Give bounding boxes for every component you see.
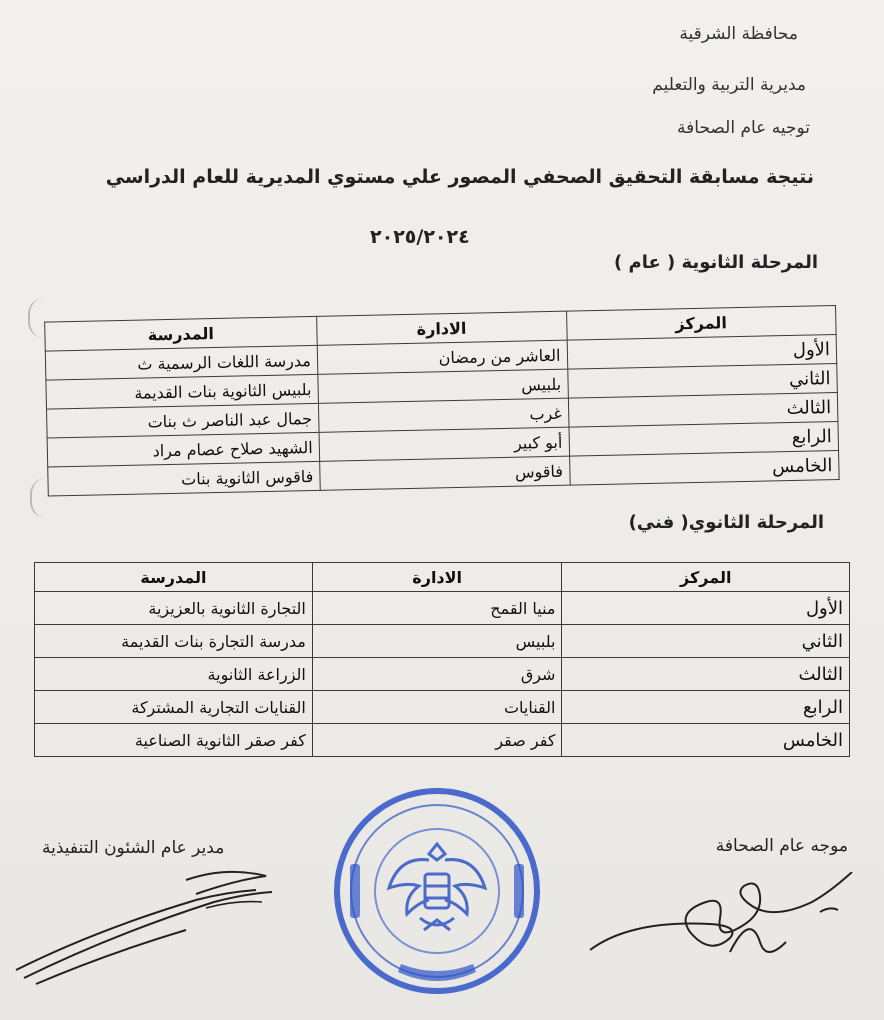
school-cell: الزراعة الثانوية [35,658,313,691]
rank-cell: الثالث [568,392,838,427]
rank-cell: الأول [562,592,850,625]
eagle-emblem-icon [389,844,485,930]
table-row [35,724,850,757]
document-title: نتيجة مسابقة التحقيق الصحفي المصور علي مستوي المديرية للعام الدراسي [105,166,814,188]
school-cell: كفر صقر الثانوية الصناعية [35,724,313,757]
administration-cell: فاقوس [319,456,569,490]
column-header-rank: المركز [566,306,836,341]
directorate-label: مديرية التربية والتعليم [652,75,806,95]
column-header-administration: الادارة [316,311,566,345]
rank-cell: الرابع [562,691,850,724]
school-cell: مدرسة اللغات الرسمية ث [45,345,317,380]
results-table-technical [34,562,850,757]
school-cell: التجارة الثانوية بالعزيزية [35,592,313,625]
school-cell: الشهيد صلاح عصام مراد [47,432,319,467]
table-row [35,658,850,691]
table-row [35,592,850,625]
rank-cell: الثاني [567,363,837,398]
signature-press-supervisor [580,872,870,972]
page-edge-mark [30,478,46,518]
rank-cell: الخامس [569,450,839,485]
table-row [35,691,850,724]
administration-cell: غرب [318,398,568,432]
rank-cell: الثالث [562,658,850,691]
academic-year: ٢٠٢٥/٢٠٢٤ [370,226,470,248]
column-header-rank: المركز [562,563,850,592]
page-edge-mark [28,298,44,338]
administration-cell: كفر صقر [312,724,562,757]
administration-cell: العاشر من رمضان [317,340,567,374]
results-table-general [44,305,839,497]
section-technical-heading: المرحلة الثانوي( فني) [628,512,824,533]
administration-cell: القنايات [312,691,562,724]
section-general-heading: المرحلة الثانوية ( عام ) [614,252,818,273]
governorate-label: محافظة الشرقية [679,24,798,44]
signature-executive-director [6,860,306,990]
rank-cell: الرابع [568,421,838,456]
signature-title-press-supervisor: موجه عام الصحافة [715,836,848,856]
signature-title-executive-director: مدير عام الشئون التنفيذية [42,838,225,858]
school-cell: مدرسة التجارة بنات القديمة [35,625,313,658]
school-cell: جمال عبد الناصر ث بنات [47,403,319,438]
administration-cell: أبو كبير [319,427,569,461]
table-row [35,625,850,658]
school-cell: بلبيس الثانوية بنات القديمة [46,374,318,409]
administration-cell: بلبيس [318,369,568,403]
school-cell: القنايات التجارية المشتركة [35,691,313,724]
column-header-administration: الادارة [312,563,562,592]
column-header-school: المدرسة [35,563,313,592]
administration-cell: بلبيس [312,625,562,658]
official-stamp [328,782,546,1000]
administration-cell: شرق [312,658,562,691]
table-header-row [35,563,850,592]
rank-cell: الأول [567,335,837,370]
administration-cell: منيا القمح [312,592,562,625]
column-header-school: المدرسة [45,316,317,351]
rank-cell: الثاني [562,625,850,658]
rank-cell: الخامس [562,724,850,757]
department-label: توجيه عام الصحافة [677,118,810,138]
school-cell: فاقوس الثانوية بنات [48,461,320,496]
